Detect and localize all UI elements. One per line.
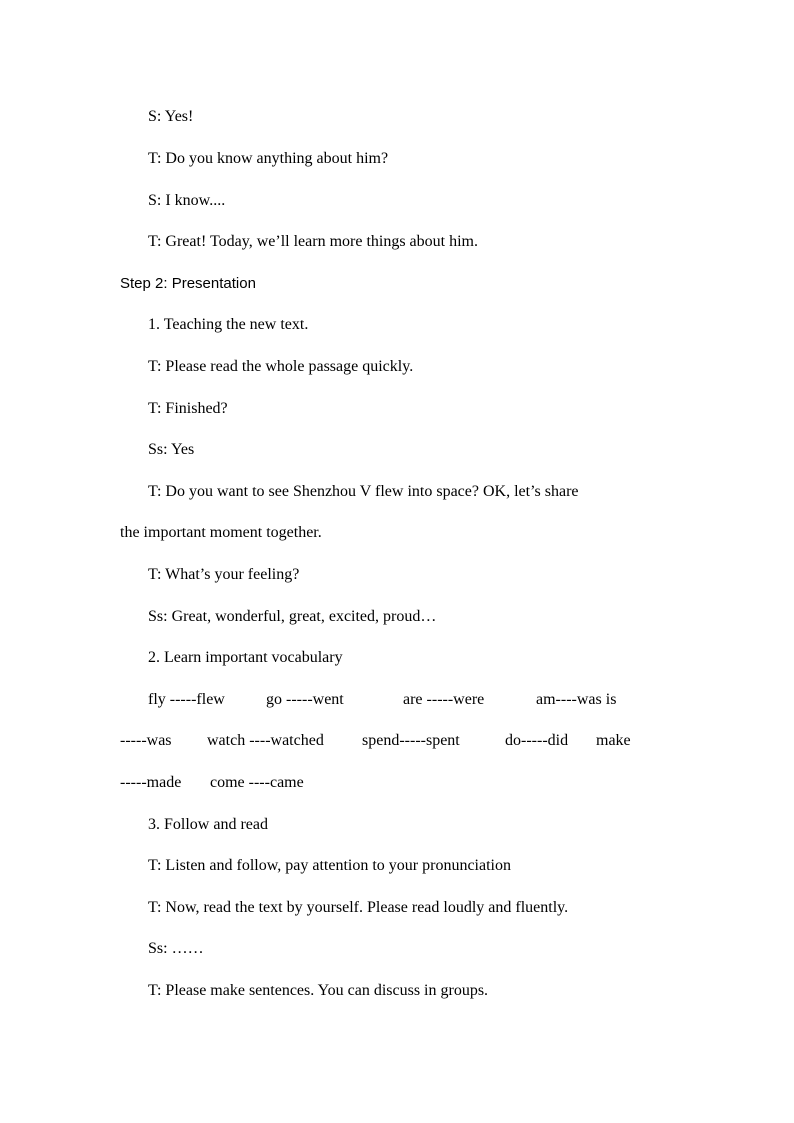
dialogue-line: Ss: Great, wonderful, great, excited, proud… — [148, 608, 437, 625]
vocab-pair: come ----came — [210, 774, 304, 791]
dialogue-line: T: Listen and follow, pay attention to your pronunciation — [148, 857, 511, 874]
vocab-pair: -----made — [120, 774, 182, 791]
vocab-pair: go -----went — [266, 691, 344, 708]
dialogue-line: S: Yes! — [148, 108, 194, 125]
numbered-item: 2. Learn important vocabulary — [148, 649, 343, 666]
dialogue-line: T: Do you want to see Shenzhou V flew into space? OK, let’s share — [148, 483, 579, 500]
dialogue-line: T: Finished? — [148, 400, 228, 417]
dialogue-line: T: Do you know anything about him? — [148, 150, 389, 167]
vocab-pair: spend-----spent — [362, 732, 460, 749]
dialogue-line: Ss: …… — [148, 940, 204, 957]
vocab-pair: am----was is — [536, 691, 617, 708]
dialogue-line: T: Great! Today, we’ll learn more things about him. — [148, 233, 478, 250]
numbered-item: 3. Follow and read — [148, 816, 268, 833]
vocab-pair: do-----did — [505, 732, 569, 749]
dialogue-line: T: Please read the whole passage quickly. — [148, 358, 414, 375]
vocab-pair: make — [596, 732, 631, 749]
dialogue-line: T: Now, read the text by yourself. Please read loudly and fluently. — [148, 899, 569, 916]
numbered-item: 1. Teaching the new text. — [148, 316, 309, 333]
dialogue-line: T: What’s your feeling? — [148, 566, 300, 583]
dialogue-line: Ss: Yes — [148, 441, 195, 458]
dialogue-line: T: Please make sentences. You can discuss in groups. — [148, 982, 489, 999]
dialogue-line: S: I know.... — [148, 192, 226, 209]
vocab-pair: -----was — [120, 732, 172, 749]
section-heading: Step 2: Presentation — [120, 275, 256, 292]
vocab-pair: fly -----flew — [148, 691, 225, 708]
vocab-pair: are -----were — [403, 691, 485, 708]
vocab-pair: watch ----watched — [207, 732, 324, 749]
dialogue-line-continuation: the important moment together. — [120, 524, 322, 541]
